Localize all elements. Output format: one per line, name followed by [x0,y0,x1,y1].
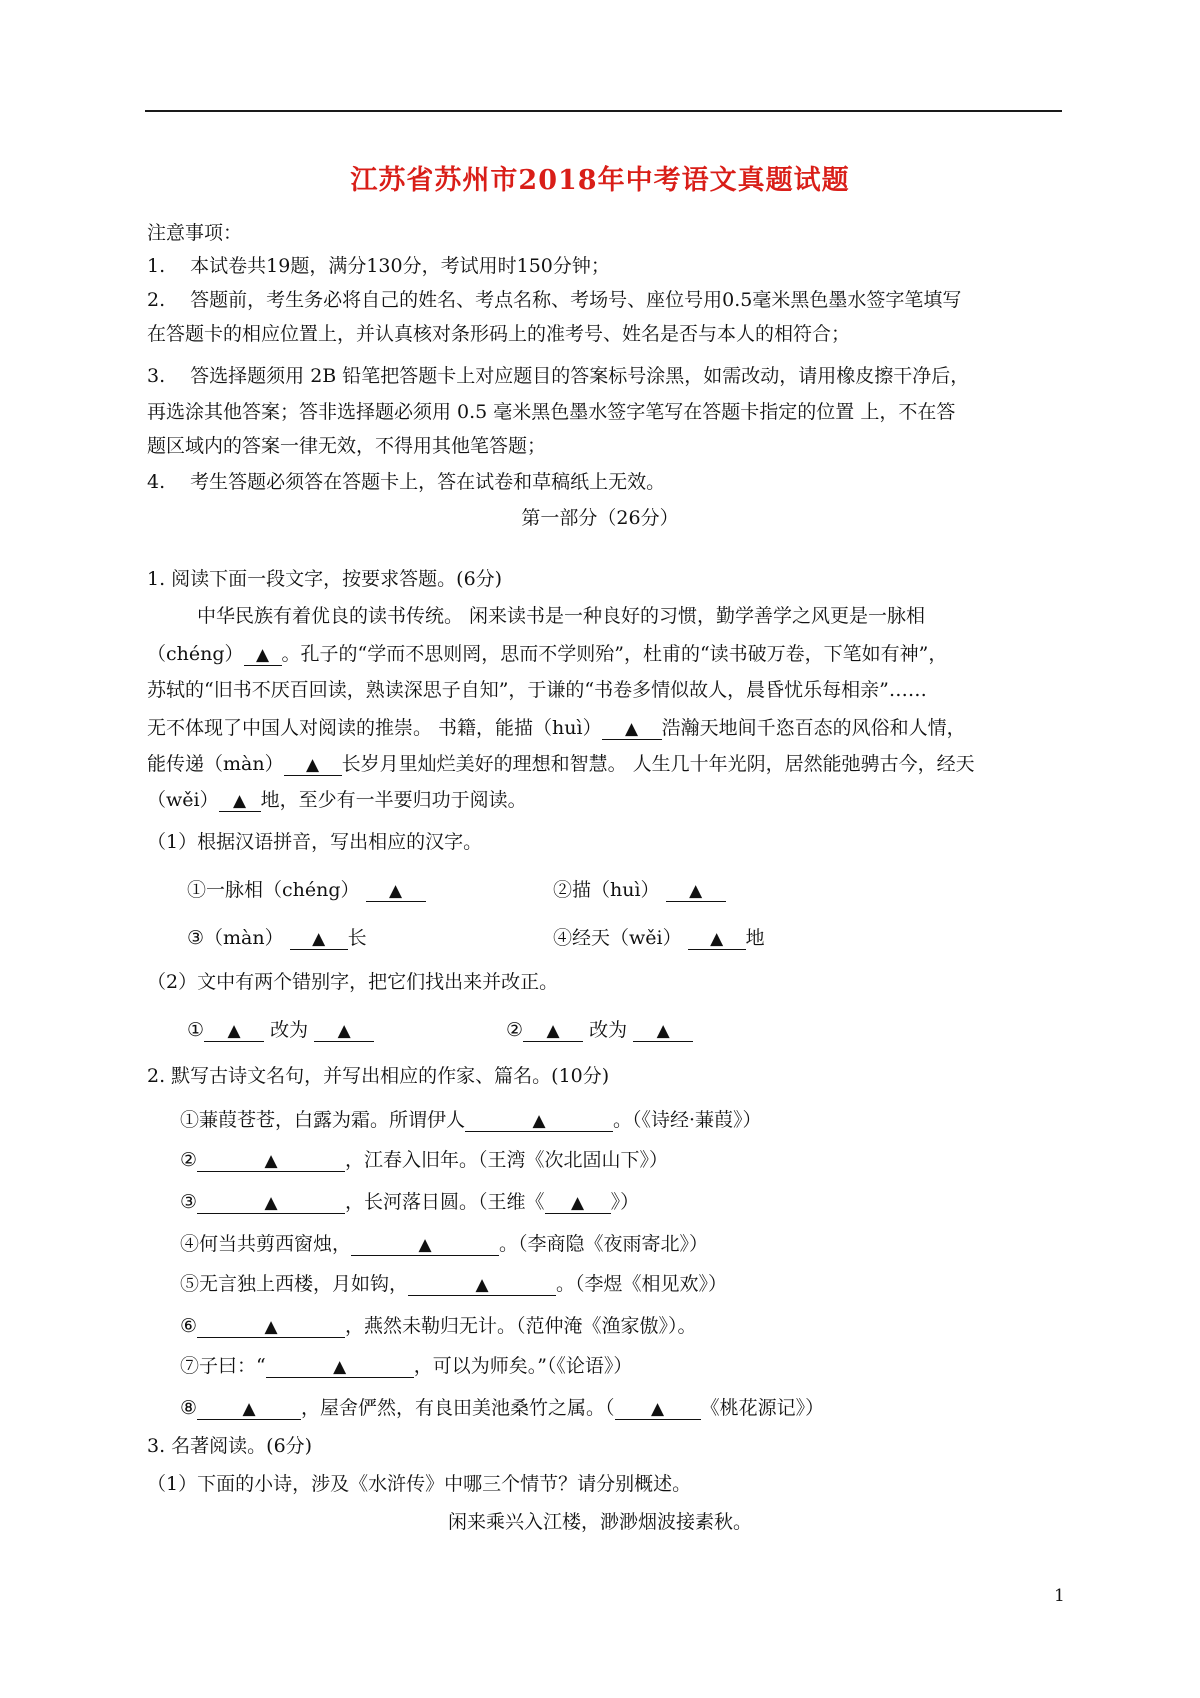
page-number: 1 [1054,1586,1065,1606]
q1-passage-text: 长岁月里灿烂美好的理想和智慧。 人生几十年光阴，居然能弛骋古今，经天 [341,753,975,775]
item-text: ，屋舍俨然，有良田美池桑竹之属。（ [301,1397,615,1419]
item-text: 》） [610,1191,640,1213]
item-text: 。（李商隐《夜雨寄北》） [499,1233,709,1255]
blank-marker-icon: ▲ [656,1021,670,1041]
note-line-6: 题区域内的答案一律无效，不得用其他笔答题； [147,435,547,457]
answer-blank[interactable] [204,1020,264,1042]
q1-passage-text: （chéng） [147,643,244,665]
q1-passage-text: （wěi） [147,789,219,811]
answer-blank[interactable] [197,1192,345,1214]
q1-passage-text: 无不体现了中国人对阅读的推崇。 书籍，能描（huì） [147,717,602,739]
blank-marker-icon: ▲ [255,645,270,665]
answer-blank[interactable] [197,1150,345,1172]
answer-blank[interactable] [523,1020,583,1042]
item-text: 《桃花源记》） [700,1397,825,1419]
answer-blank[interactable] [688,928,746,950]
blank-marker-icon: ▲ [625,719,639,739]
q1-passage-line-1: 中华民族有着优良的读书传统。 闲来读书是一种良好的习惯，勤学善学之风更是一脉相 [197,605,926,627]
blank-marker-icon: ▲ [242,1399,256,1419]
item-suffix: 长 [347,927,367,949]
q3-sub1-prompt: （1）下面的小诗，涉及《水浒传》中哪三个情节？请分别概述。 [147,1473,692,1495]
note-line-1: 1. 本试卷共19题，满分130分，考试用时150分钟； [147,255,610,277]
blank-marker-icon: ▲ [546,1021,560,1041]
answer-blank[interactable] [666,880,726,902]
q1-passage-text: 地，至少有一半要归功于阅读。 [260,789,527,811]
blank-marker-icon: ▲ [264,1151,278,1171]
answer-blank[interactable] [219,790,261,812]
q3-stem: 3. 名著阅读。(6分) [147,1435,313,1457]
q1-passage-text: 浩瀚天地间千恣百态的风俗和人情， [661,717,966,739]
item-label: ① [187,1019,205,1041]
q1-passage-line-5 [147,752,975,776]
answer-blank[interactable] [465,1110,613,1132]
q1-passage-line-4 [147,716,966,740]
item-text: ，长河落日圆。（王维《 [345,1191,545,1213]
item-text: ，可以为师矣。”（《论语》） [413,1355,633,1377]
item-text: ④何当共剪西窗烛， [180,1233,352,1255]
answer-blank[interactable] [244,644,282,666]
item-text: ⑤无言独上西楼，月如钩， [180,1273,409,1295]
answer-blank[interactable] [284,754,342,776]
blank-marker-icon: ▲ [306,755,320,775]
q2-item-2 [180,1148,668,1172]
item-label: ③（màn） [187,927,284,949]
q1-passage-line-6 [147,788,527,812]
q1-passage-text: 能传递（màn） [147,753,284,775]
item-text: ⑥ [180,1315,198,1337]
q1-sub1-item-a [187,878,426,902]
blank-marker-icon: ▲ [651,1399,665,1419]
answer-blank[interactable] [408,1274,556,1296]
q1-sub1-prompt: （1）根据汉语拼音，写出相应的汉字。 [147,831,483,853]
q1-passage-line-3: 苏轼的“旧书不厌百回读，熟读深思子自知”，于谦的“书卷多情似故人，晨昏忧乐每相亲”…… [147,679,927,701]
answer-blank[interactable] [602,718,662,740]
q1-sub1-item-c [187,926,367,950]
item-text: 。（李煜《相见欢》） [556,1273,728,1295]
note-line-2: 2. 答题前，考生务必将自己的姓名、考点名称、考场号、座位号用0.5毫米黑色墨水签字笔填写 [147,289,962,311]
answer-blank[interactable] [197,1316,345,1338]
note-line-7: 4. 考生答题必须答在答题卡上，答在试卷和草稿纸上无效。 [147,471,666,493]
blank-marker-icon: ▲ [264,1193,278,1213]
note-line-3: 在答题卡的相应位置上，并认真核对条形码上的准考号、姓名是否与本人的相符合； [147,323,851,345]
q2-stem: 2. 默写古诗文名句，并写出相应的作家、篇名。(10分) [147,1065,610,1087]
notes-heading: 注意事项： [147,222,243,244]
item-text: ①蒹葭苍苍，白露为霜。所谓伊人 [180,1109,466,1131]
answer-blank[interactable] [351,1234,499,1256]
blank-marker-icon: ▲ [532,1111,546,1131]
blank-marker-icon: ▲ [227,1021,241,1041]
q1-sub1-item-b [553,878,726,902]
item-text: ⑧ [180,1397,198,1419]
blank-marker-icon: ▲ [389,881,403,901]
answer-blank[interactable] [366,880,426,902]
answer-blank[interactable] [633,1020,693,1042]
change-to-label: 改为 [589,1019,628,1041]
q2-item-4 [180,1232,708,1256]
item-text: ，江春入旧年。（王湾《次北固山下》） [345,1149,669,1171]
q1-sub1-item-d [553,926,765,950]
q1-sub2-item-b [506,1018,693,1042]
item-label: ② [506,1019,524,1041]
answer-blank[interactable] [314,1020,374,1042]
blank-marker-icon: ▲ [233,791,247,811]
item-label: ②描（huì） [553,879,660,901]
blank-marker-icon: ▲ [710,929,724,949]
answer-blank[interactable] [197,1398,301,1420]
q2-item-1 [180,1108,762,1132]
q2-item-8 [180,1396,824,1420]
answer-blank[interactable] [266,1356,414,1378]
item-label: ①一脉相（chéng） [187,879,360,901]
q1-stem: 1. 阅读下面一段文字，按要求答题。(6分) [147,568,503,590]
q1-passage-line-2 [147,642,947,666]
q1-sub2-prompt: （2）文中有两个错别字，把它们找出来并改正。 [147,971,559,993]
part-one-heading: 第一部分（26分） [521,507,679,529]
item-text: ⑦子曰：“ [180,1355,266,1377]
q3-poem-line-1: 闲来乘兴入江楼，渺渺烟波接素秋。 [447,1511,752,1533]
blank-marker-icon: ▲ [418,1235,432,1255]
blank-marker-icon: ▲ [264,1317,278,1337]
note-line-4: 3. 答选择题须用 2B 铅笔把答题卡上对应题目的答案标号涂黑，如需改动，请用橡皮擦干净后， [147,365,970,387]
q2-item-5 [180,1272,727,1296]
item-text: ③ [180,1191,198,1213]
q1-sub2-item-a [187,1018,374,1042]
answer-blank[interactable] [615,1398,701,1420]
page-title: 江苏省苏州市2018年中考语文真题试题 [350,165,850,196]
item-text: 。（《诗经·蒹葭》） [613,1109,762,1131]
blank-marker-icon: ▲ [333,1357,347,1377]
q2-item-6 [180,1314,697,1338]
blank-marker-icon: ▲ [571,1193,585,1213]
q2-item-3 [180,1190,639,1214]
item-text: ② [180,1149,198,1171]
q1-passage-text: 。孔子的“学而不思则罔，思而不学则殆”，杜甫的“读书破万卷，下笔如有神”， [281,643,948,665]
change-to-label: 改为 [270,1019,309,1041]
item-label: ④经天（wěi） [553,927,682,949]
item-text: ，燕然未勒归无计。（范仲淹《渔家傲》）。 [345,1315,697,1337]
blank-marker-icon: ▲ [689,881,703,901]
item-suffix: 地 [745,927,765,949]
header-rule [145,110,1062,112]
blank-marker-icon: ▲ [312,929,326,949]
answer-blank[interactable] [545,1192,611,1214]
note-line-5: 再选涂其他答案；答非选择题必须用 0.5 毫米黑色墨水签字笔写在答题卡指定的位置 上，不在答 [147,401,956,423]
answer-blank[interactable] [290,928,348,950]
blank-marker-icon: ▲ [337,1021,351,1041]
q2-item-7 [180,1354,632,1378]
blank-marker-icon: ▲ [475,1275,489,1295]
